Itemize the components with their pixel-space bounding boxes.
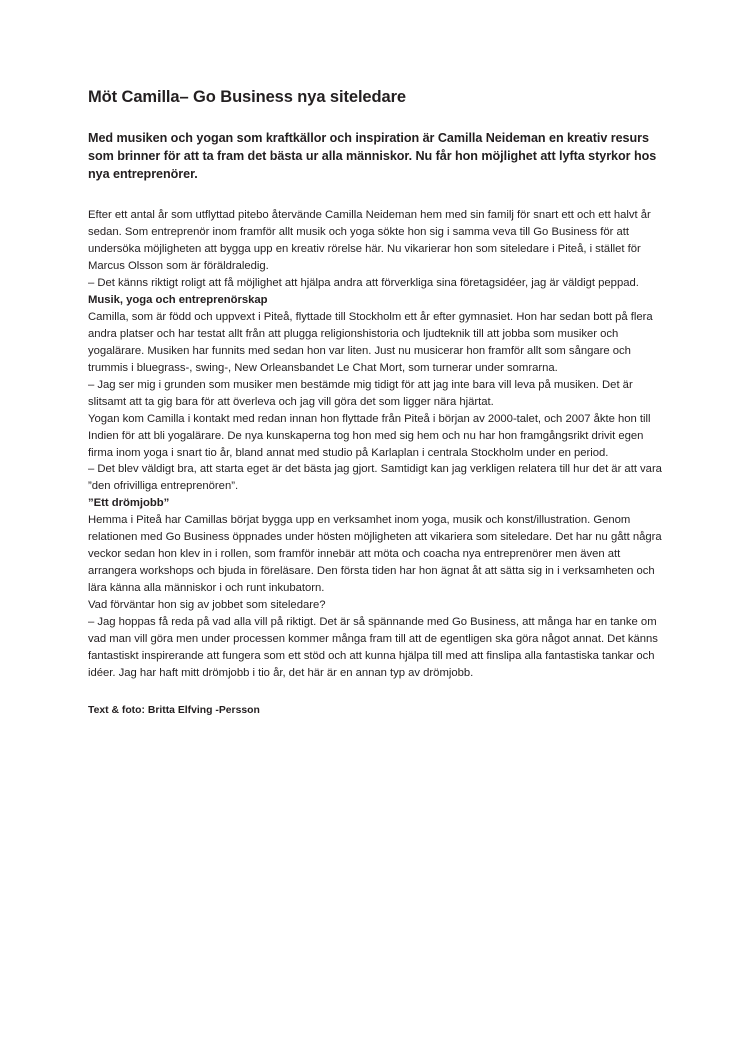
byline-credit: Text & foto: Britta Elfving -Persson [88, 704, 260, 716]
paragraph: Hemma i Piteå har Camillas börjat bygga upp en verksamhet inom yoga, musik och konst/illustration. Genom relationen med Go Business öppnades under hösten möjligheten att vikariera som siteledare. Det har nu gått några veckor sedan hon klev in i rollen, som framför innebär att möta och coacha nya entreprenörer men även att arrangera workshops och bjuda in föreläsare. Den första tiden har hon ägnat åt att sätta sig in i verksamheten och lära känna alla människor i och runt inkubatorn. [88, 514, 662, 595]
article-body [88, 207, 662, 681]
page-title: Möt Camilla– Go Business nya siteledare [88, 88, 406, 106]
paragraph: Camilla, som är född och uppvext i Piteå, flyttade till Stockholm ett år efter gymnasiet. Hon har sedan bott på flera andra platser och har testat allt från att plugga religionshistoria och ljudteknik till att jobba som musiker och yogalärare. Musiken har funnits med sedan hon var liten. Just nu musicerar hon framför allt som sångare och trummis i bluegrass-, swing-, New Orleansbandet Le Chat Mort, som turnerar under somrarna. [88, 311, 653, 374]
paragraph: – Jag hoppas få reda på vad alla vill på riktigt. Det är så spännande med Go Business, att många har en tanke om vad man vill göra men under processen kommer många fram till att de egentligen ska göra något annat. Det känns fantastiskt inspirerande att fungera som ett stöd och att kunna hjälpa till med att finslipa alla fantastiska tankar och idéer. Jag har haft mitt drömjobb i tio år, det här är en annan typ av drömjobb. [88, 615, 658, 679]
section-subheading: ”Ett drömjobb” [88, 497, 170, 510]
paragraph: – Det känns riktigt roligt att få möjlighet att hjälpa andra att förverkliga sina företagsidéer, jag är väldigt peppad. [88, 277, 639, 290]
paragraph: – Det blev väldigt bra, att starta eget är det bästa jag gjort. Samtidigt kan jag verkligen relatera till hur det är att vara ”den ofrivilliga entreprenören”. [88, 463, 662, 493]
lede-paragraph: Med musiken och yogan som kraftkällor och inspiration är Camilla Neideman en kreativ resurs som brinner för att ta fram det bästa ur alla människor. Nu får hon möjlighet att lyfta styrkor hos nya entreprenörer. [88, 130, 657, 181]
paragraph: Vad förväntar hon sig av jobbet som siteledare? [88, 598, 326, 611]
paragraph: Yogan kom Camilla i kontakt med redan innan hon flyttade från Piteå i början av 2000-talet, och 2007 åkte hon till Indien för att bli yogalärare. De nya kunskaperna tog hon med sig hem och nu har hon framgångsrikt drivit egen firma inom yoga i snart tio år, bland annat med studio på Karlaplan i centrala Stockholm under en period. [88, 412, 651, 459]
section-subheading: Musik, yoga och entreprenörskap [88, 294, 268, 307]
paragraph: Efter ett antal år som utflyttad pitebo återvände Camilla Neideman hem med sin familj för snart ett och ett halvt år sedan. Som entreprenör inom framför allt musik och yoga sökte hon sig i samma veva till Go Business för att undersöka möjligheten att bygga upp en kreativ rörelse här. Nu vikarierar hon som siteledare i Piteå, i stället för Marcus Olsson som är föräldraledig. [88, 209, 651, 273]
paragraph: – Jag ser mig i grunden som musiker men bestämde mig tidigt för att jag inte bara vill leva på musiken. Det är slitsamt att ta gig bara för att överleva och jag vill göra det som ligger nära hjärtat. [88, 378, 633, 408]
